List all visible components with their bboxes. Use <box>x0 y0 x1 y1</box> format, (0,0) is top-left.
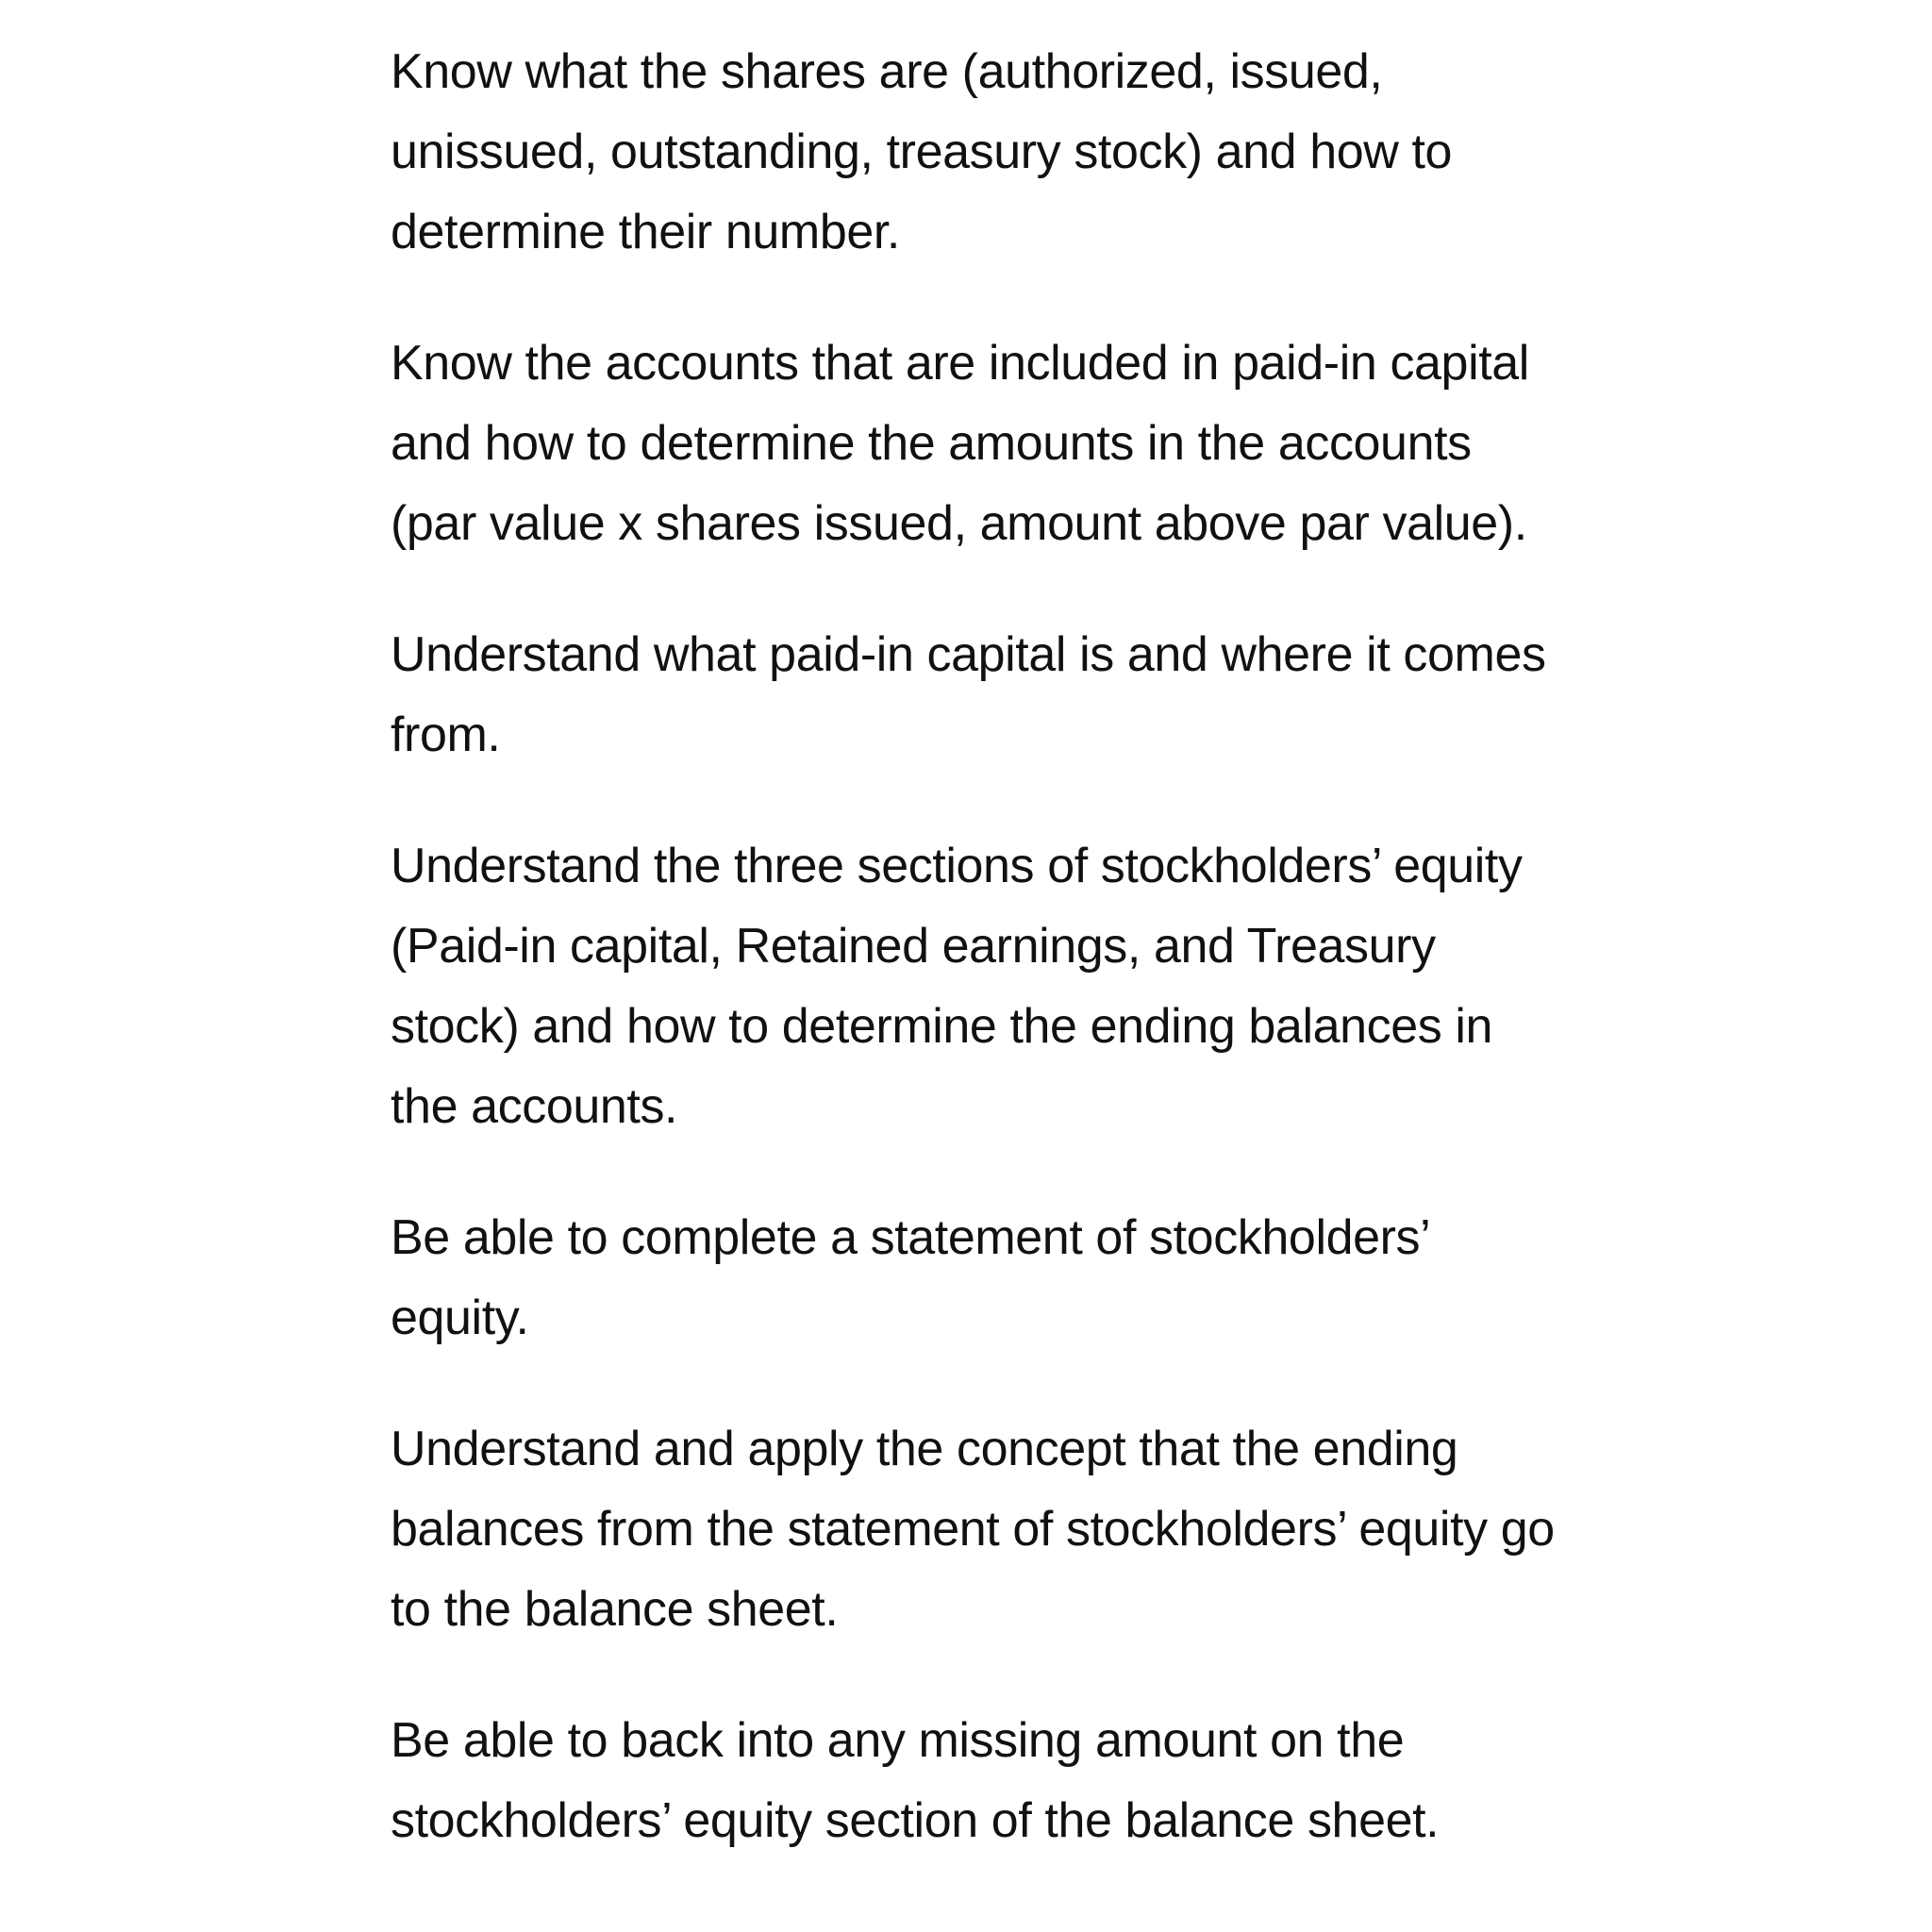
objective-statement: Be able to complete a statement of stockholders’ equity. <box>391 1210 1429 1345</box>
study-guide-text <box>391 32 1560 1912</box>
objective-shares: Know what the shares are (authorized, issued, unissued, outstanding, treasury stock) and how to determine their number. <box>391 44 1453 259</box>
objective-equity-sections: Understand the three sections of stockholders’ equity (Paid-in capital, Retained earnings, and Treasury stock) and how to determine the ending balances in the accounts. <box>391 839 1523 1134</box>
objective-paid-in-capital: Understand what paid-in capital is and where it comes from. <box>391 627 1546 762</box>
objective-missing-amount: Be able to back into any missing amount on the stockholders’ equity section of the balance sheet. <box>391 1713 1440 1848</box>
objective-paid-in-accounts: Know the accounts that are included in paid-in capital and how to determine the amounts in the accounts (par value x shares issued, amount above par value). <box>391 336 1529 551</box>
objective-balance-sheet: Understand and apply the concept that the ending balances from the statement of stockholders’ equity go to the balance sheet. <box>391 1422 1555 1637</box>
